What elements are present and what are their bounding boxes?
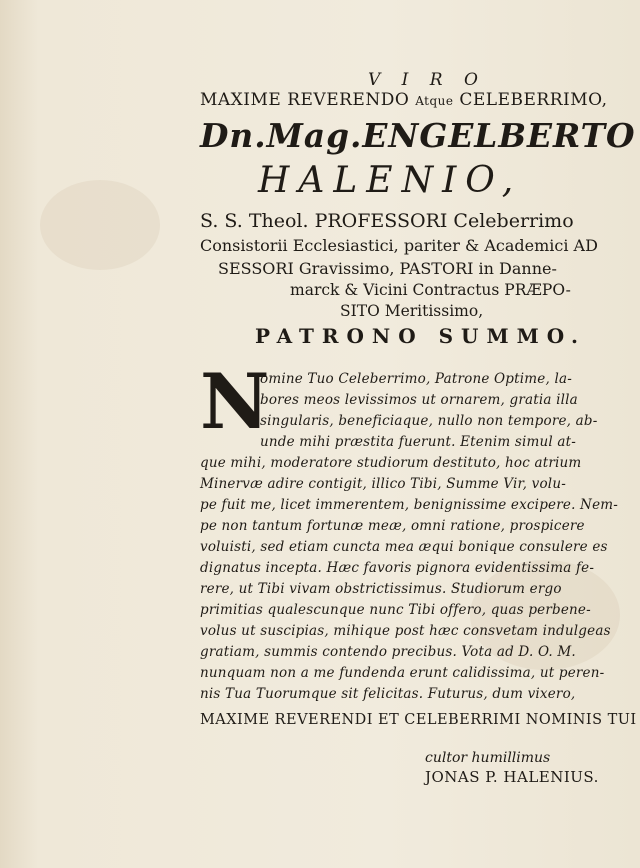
body-line: voluisti, sed etiam cuncta mea æqui bonique consulere es: [200, 539, 608, 555]
body-line: nunquam non a me fundenda erunt calidissima, ut peren-: [200, 665, 605, 681]
closing-line: MAXIME REVERENDI ET CELEBERRIMI NOMINIS TUI: [200, 710, 637, 728]
heading-line-1-mid: Atque: [415, 94, 454, 108]
heading-viro: V I R O: [368, 70, 486, 90]
body-line: pe fuit me, licet immerentem, benignissime excipere. Nem-: [200, 497, 619, 513]
body-line: primitias qualescunque nunc Tibi offero, quas perbene-: [200, 602, 591, 618]
body-line: que mihi, moderatore studiorum destituto, hoc atrium: [200, 455, 582, 471]
heading-title-line: S. S. Theol. PROFESSORI Celeberrimo: [200, 210, 574, 232]
heading-line-1-start: MAXIME REVERENDO: [200, 90, 410, 110]
body-line: singularis, beneficiaque, nullo non tempore, ab-: [260, 413, 598, 429]
drop-capital: N: [200, 357, 270, 446]
body-line: volus ut suscipias, mihique post hæc consvetam indulgeas: [200, 623, 611, 639]
body-line: dignatus incepta. Hæc favoris pignora evidentissima fe-: [200, 560, 595, 576]
signature-name: JONAS P. HALENIUS.: [425, 768, 599, 786]
heading-name: Dn.Mag.ENGELBERTO: [200, 116, 636, 155]
heading-office-line-3: marck & Vicini Contractus PRÆPO-: [290, 281, 571, 299]
heading-surname: HALENIO,: [258, 160, 523, 201]
heading-office-line: Consistorii Ecclesiastici, pariter & Academici AD: [200, 236, 598, 255]
body-line: pe non tantum fortunæ meæ, omni ratione, prospicere: [200, 518, 585, 534]
body-line: bores meos levissimos ut ornarem, gratia illa: [260, 392, 578, 408]
body-line: gratiam, summis contendo precibus. Vota ad D. O. M.: [200, 644, 576, 660]
heading-office-line-2: SESSORI Gravissimo, PASTORI in Danne-: [218, 259, 557, 278]
heading-patrono: PATRONO SUMMO.: [255, 324, 586, 348]
heading-line-1: [200, 90, 607, 110]
heading-office-line-4: SITO Meritissimo,: [340, 302, 484, 320]
paper-stain: [40, 180, 160, 270]
body-line: Minervæ adire contigit, illico Tibi, Summe Vir, volu-: [200, 476, 566, 492]
heading-line-1-end: CELEBERRIMO,: [459, 90, 608, 110]
body-line: unde mihi præstita fuerunt. Etenim simul at-: [260, 434, 577, 450]
body-line: nis Tua Tuorumque sit felicitas. Futurus, dum vixero,: [200, 686, 576, 702]
body-line: omine Tuo Celeberrimo, Patrone Optime, la-: [260, 371, 572, 387]
signature-cultor: cultor humillimus: [425, 750, 551, 766]
body-line: rere, ut Tibi vivam obstrictissimus. Studiorum ergo: [200, 581, 562, 597]
